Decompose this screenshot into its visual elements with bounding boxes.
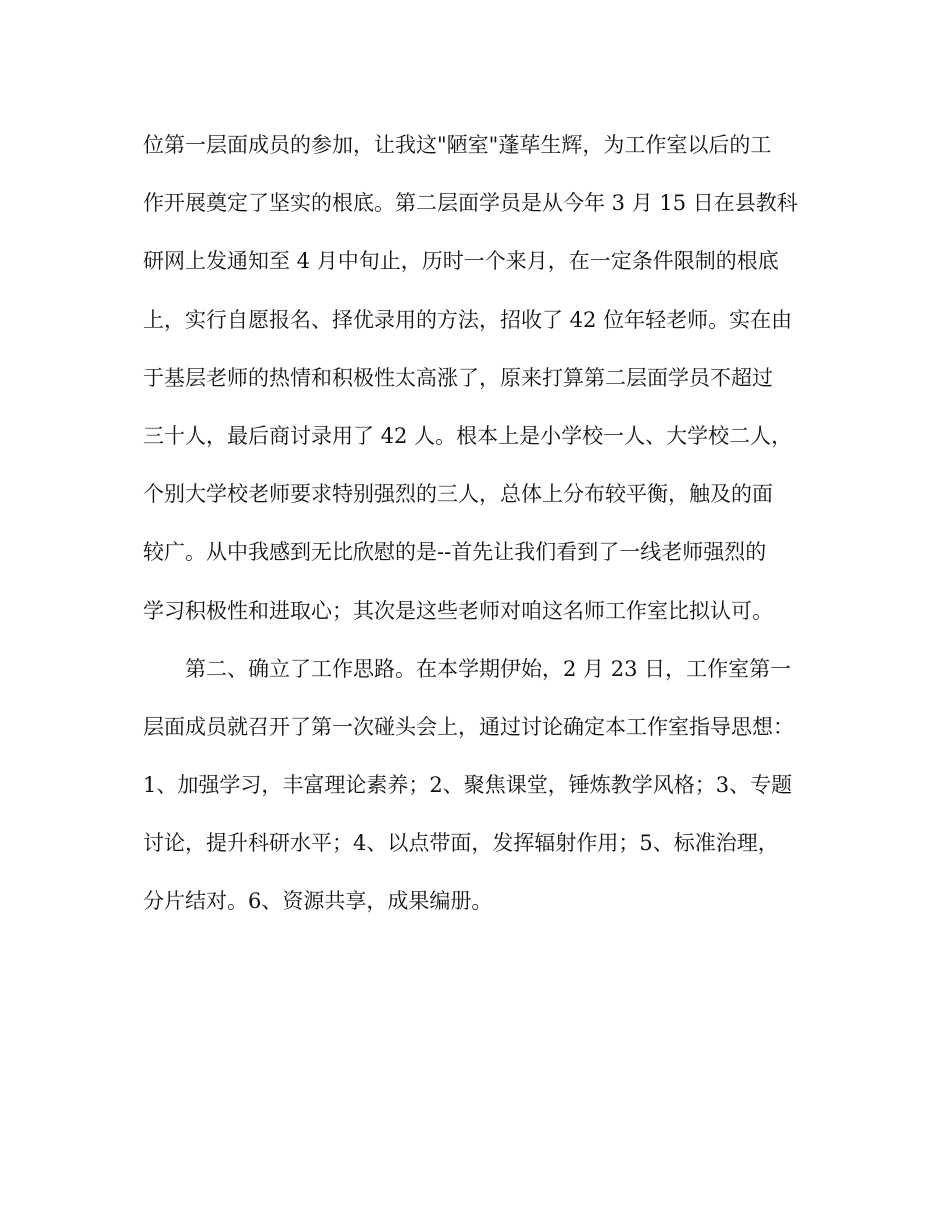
text-line: 个别大学校老师要求特别强烈的三人，总体上分布较平衡，触及的面 [143,482,773,507]
text-line: 研网上发通知至 4 月中旬止，历时一个来月，在一定条件限制的根底 [143,249,779,274]
text-line: 学习积极性和进取心；其次是这些老师对咱这名师工作室比拟认可。 [143,598,773,623]
text-line: 位第一层面成员的参加，让我这"陋室"蓬荜生辉，为工作室以后的工 [143,133,772,157]
text-line: 1、加强学习，丰富理论素养；2、聚焦课堂，锤炼教学风格；3、专题 [143,773,793,798]
paragraph-first-line: 第二、确立了工作思路。在本学期伊始，2 月 23 日，工作室第一 [185,656,792,681]
document-body [143,116,823,931]
text-line: 上，实行自愿报名、择优录用的方法，招收了 42 位年轻老师。实在由 [143,307,793,332]
text-line: 分片结对。6、资源共享，成果编册。 [143,889,493,914]
text-line: 作开展奠定了坚实的根底。第二层面学员是从今年 3 月 15 日在县教科 [143,191,798,216]
text-line: 层面成员就召开了第一次碰头会上，通过讨论确定本工作室指导思想： [143,714,794,739]
text-line: 于基层老师的热情和积极性太高涨了，原来打算第二层面学员不超过 [143,365,773,390]
text-line: 较广。从中我感到无比欣慰的是--首先让我们看到了一线老师强烈的 [143,540,767,565]
text-line: 讨论，提升科研水平；4、以点带面，发挥辐射作用；5、标准治理， [143,831,779,856]
text-line: 三十人，最后商讨录用了 42 人。根本上是小学校一人、大学校二人， [143,423,793,448]
